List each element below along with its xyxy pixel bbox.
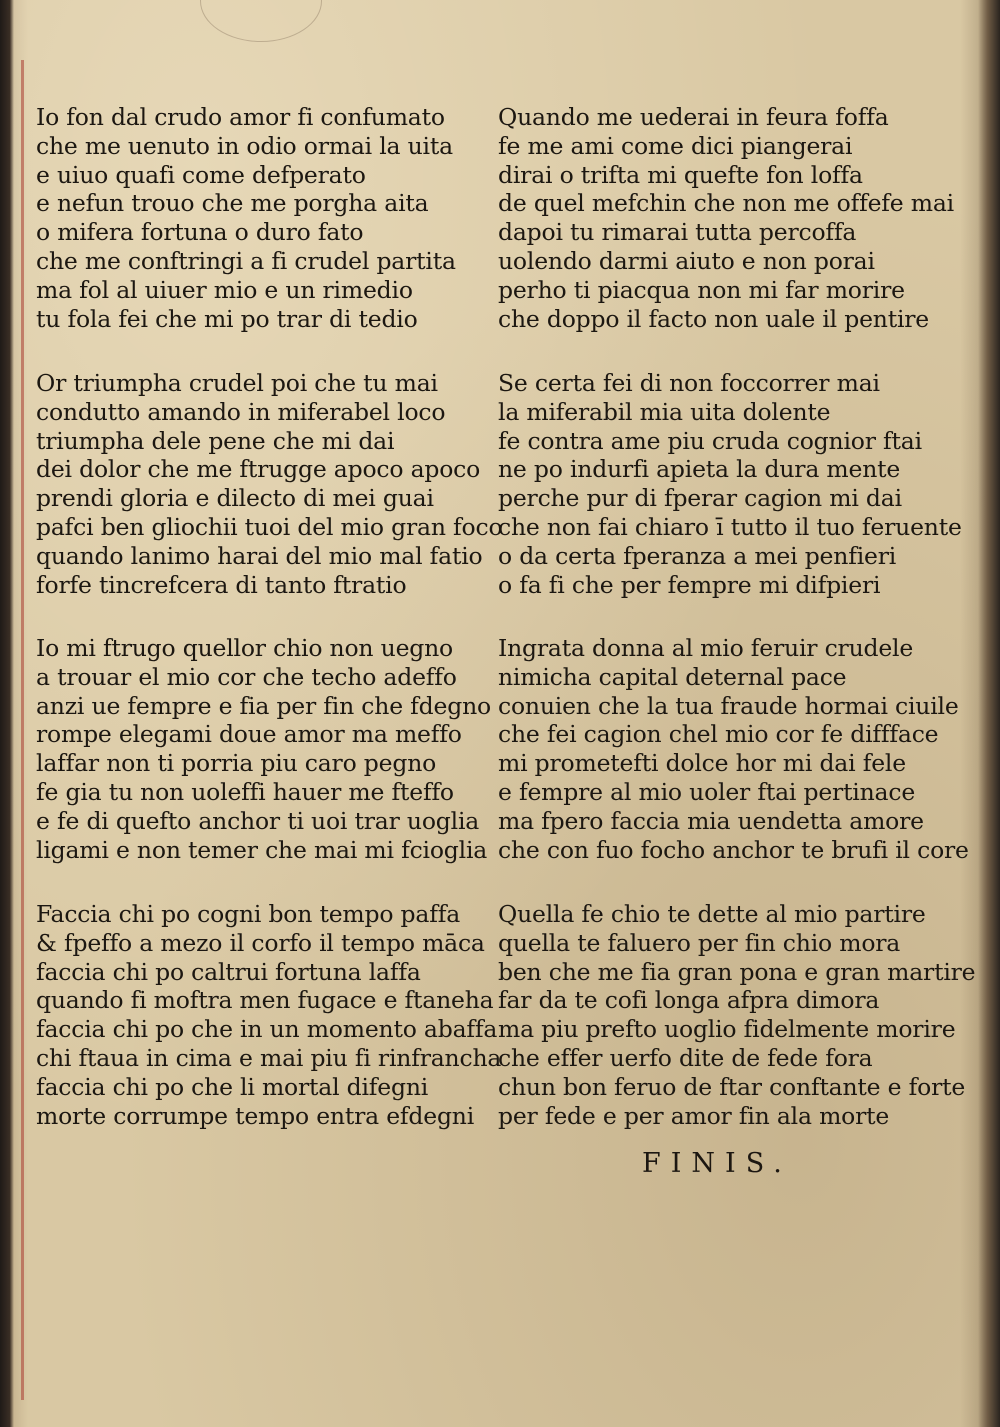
verse-line: morte corrumpe tempo entra efdegni (36, 1101, 475, 1130)
verse-line: triumpha dele pene che mi dai (36, 426, 395, 455)
verse-line: quando lanimo harai del mio mal fatio (36, 541, 483, 570)
page-fore-edge (978, 0, 1000, 1427)
verse-line: pafci ben gliochii tuoi del mio gran foco (36, 512, 503, 541)
verse-line: chun bon feruo de ftar conftante e forte (498, 1072, 966, 1101)
verse-line: Quando me uederai in feura foffa (498, 103, 889, 131)
verse-line: a trouar el mio cor che techo adeffo (36, 662, 457, 691)
verse-line: dei dolor che me ftrugge apoco apoco (36, 455, 481, 484)
verse-line: che effer uerfo dite de fede fora (498, 1043, 873, 1072)
verse-line: che me conftringi a fi crudel partita (36, 246, 456, 275)
verse-line: Faccia chi po cogni bon tempo paffa (36, 900, 461, 928)
verse-line: o mifera fortuna o duro fato (36, 218, 364, 247)
verse-line: perho ti piacqua non mi far morire (498, 275, 905, 304)
verse-line: de quel mefchin che non me offefe mai (498, 189, 954, 218)
verse-line: o fa fi che per fempre mi difpieri (498, 570, 881, 599)
stanza (36, 369, 502, 599)
verse-line: perche pur di fperar cagion mi dai (498, 484, 902, 513)
verse-line: fe me ami come dici piangerai (498, 131, 853, 160)
verse-line: Se certa fei di non foccorrer mai (498, 369, 880, 397)
verse-line: che fei cagion chel mio cor fe diffface (498, 720, 939, 749)
verse-line: la miferabil mia uita dolente (498, 397, 831, 426)
verse-line: e fempre al mio uoler ftai pertinace (498, 777, 916, 806)
red-margin-rule (21, 60, 24, 1400)
verse-line: ne po indurfi apieta la dura mente (498, 455, 901, 484)
verse-line: anzi ue fempre e fia per fin che fdegno (36, 691, 491, 720)
verse-line: e nefun trouo che me porgha aita (36, 189, 429, 218)
verse-line: & fpeffo a mezo il corfo il tempo māca (36, 928, 485, 957)
stanza (36, 103, 456, 333)
verse-line: faccia chi po che in un momento abaffa (36, 1015, 498, 1044)
verse-line: forfe tincrefcera di tanto ftratio (36, 570, 407, 599)
verse-line: dirai o trifta mi quefte fon loffa (498, 160, 863, 189)
paper-stain (200, 0, 322, 42)
verse-line: nimicha capital deternal pace (498, 662, 847, 691)
verse-line: o da certa fperanza a mei penfieri (498, 541, 897, 570)
verse-line: tu fola fei che mi po trar di tedio (36, 304, 418, 333)
verse-line: ma fol al uiuer mio e un rimedio (36, 275, 413, 304)
verse-line: per fede e per amor fin ala morte (498, 1101, 890, 1130)
verse-line: far da te cofi longa afpra dimora (498, 986, 880, 1015)
stanza (36, 634, 491, 864)
verse-line: ben che me fia gran pona e gran martire (498, 957, 976, 986)
colophon-finis: FINIS. (642, 1148, 792, 1179)
stanza (498, 634, 969, 864)
verse-line: conuien che la tua fraude hormai ciuile (498, 691, 959, 720)
verse-line: mi prometefti dolce hor mi dai fele (498, 749, 906, 778)
verse-line: che me uenuto in odio ormai la uita (36, 131, 453, 160)
verse-line: quando fi moftra men fugace e ftaneha (36, 986, 494, 1015)
verse-line: faccia chi po che li mortal difegni (36, 1072, 429, 1101)
verse-line: faccia chi po caltrui fortuna laffa (36, 957, 421, 986)
verse-line: ligami e non temer che mai mi fcioglia (36, 835, 488, 864)
verse-line: dapoi tu rimarai tutta percoffa (498, 218, 857, 247)
verse-line: laffar non ti porria piu caro pegno (36, 749, 437, 778)
verse-line: che doppo il facto non uale il pentire (498, 304, 930, 333)
binding-edge (0, 0, 14, 1427)
stanza (498, 369, 962, 599)
verse-line: e uiuo quafi come defperato (36, 160, 366, 189)
verse-line: prendi gloria e dilecto di mei guai (36, 484, 434, 513)
verse-line: che non fai chiaro ī tutto il tuo feruente (498, 512, 962, 541)
verse-line: Io mi ftrugo quellor chio non uegno (36, 634, 453, 662)
verse-line: ma piu prefto uoglio fidelmente morire (498, 1015, 956, 1044)
verse-line: Or triumpha crudel poi che tu mai (36, 369, 438, 397)
verse-line: quella te faluero per fin chio mora (498, 928, 901, 957)
verse-line: uolendo darmi aiuto e non porai (498, 246, 875, 275)
verse-line: ma fpero faccia mia uendetta amore (498, 806, 924, 835)
verse-line: rompe elegami doue amor ma meffo (36, 720, 462, 749)
verse-line: fe contra ame piu cruda cognior ftai (498, 426, 922, 455)
stanza (36, 900, 501, 1130)
stanza (498, 900, 975, 1130)
verse-line: e fe di quefto anchor ti uoi trar uoglia (36, 806, 480, 835)
verse-line: che con fuo focho anchor te brufi il core (498, 835, 969, 864)
verse-line: Io fon dal crudo amor fi confumato (36, 103, 445, 131)
verse-line: Quella fe chio te dette al mio partire (498, 900, 926, 928)
verse-line: chi ftaua in cima e mai piu fi rinfrancha (36, 1043, 502, 1072)
verse-line: fe gia tu non uoleffi hauer me fteffo (36, 777, 454, 806)
verse-line: condutto amando in miferabel loco (36, 397, 446, 426)
verse-line: Ingrata donna al mio feruir crudele (498, 634, 914, 662)
stanza (498, 103, 954, 333)
